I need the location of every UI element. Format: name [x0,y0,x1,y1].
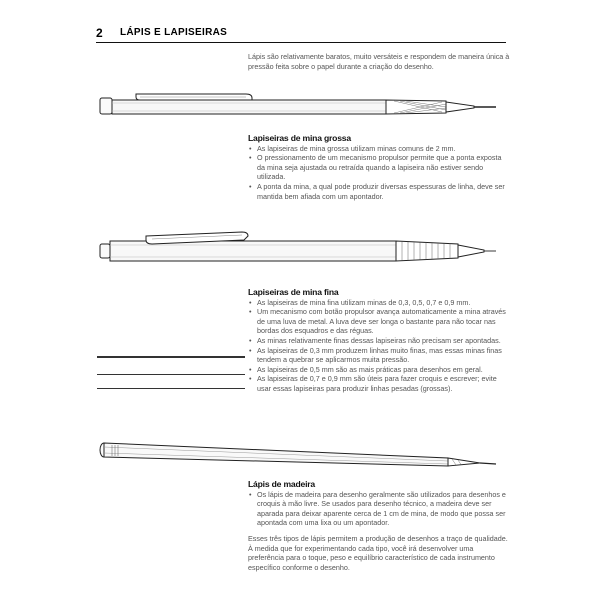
lead-holder-illustration [96,88,500,124]
page-number: 2 [96,26,103,40]
line-weight-sample [97,374,245,375]
mechanical-pencil-illustration [96,226,500,272]
list-item: • As lapiseiras de mina fina utilizam minas de 0,3, 0,5, 0,7 e 0,9 mm. [248,298,510,308]
section-wooden-pencil [248,480,510,528]
bullet-list [248,144,510,202]
page-header [96,26,506,43]
bullet-list [248,298,510,394]
list-item: • As lapiseiras de 0,3 mm produzem linhas muito finas, mas essas minas finas tendem a quebrar se aplicarmos muita pressão. [248,346,510,365]
section-mechanical-pencil [248,288,510,394]
section-title-wooden-pencil: Lápis de madeira [248,479,316,489]
intro-text: Lápis são relativamente baratos, muito versáteis e respondem de maneira única à pressão feita sobre o papel durante a criação do desenho. [248,52,510,71]
wooden-pencil-illustration [96,436,500,476]
list-item: • Um mecanismo com botão propulsor avança automaticamente a mina através de uma luva de metal. A luva deve ser longa o bastante para não tocar nas bordas dos esquadros e das réguas. [248,307,510,336]
list-item: • Os lápis de madeira para desenho geralmente são utilizados para desenhos e croquis à mão livre. Se usados para desenho técnico, a madeira deve ser aparada para deixar aparente cerca de 1 cm de mina, de modo que possa ser apontada com uma lixa ou um apontador. [248,490,510,528]
list-item: • O pressionamento de um mecanismo propulsor permite que a ponta exposta da mina seja ajustada ou retraída quando a lapiseira não estiver sendo utilizada. [248,153,510,182]
intro-paragraph [248,52,510,71]
list-item: • A ponta da mina, a qual pode produzir diversas espessuras de linha, deve ser mantida bem afiada com um apontador. [248,182,510,201]
section-lead-holder [248,134,510,201]
line-weight-sample [97,388,245,389]
section-title-mechanical-pencil: Lapiseiras de mina fina [248,287,339,297]
list-item: • As lapiseiras de 0,5 mm são as mais práticas para desenhos em geral. [248,365,510,375]
line-weight-sample [97,356,245,358]
list-item: • As lapiseiras de 0,7 e 0,9 mm são úteis para fazer croquis e escrever; evite usar essas lapiseiras para produzir linhas pesadas (grossas). [248,374,510,393]
list-item: • As minas relativamente finas dessas lapiseiras não precisam ser apontadas. [248,336,510,346]
list-item: • As lapiseiras de mina grossa utilizam minas comuns de 2 mm. [248,144,510,154]
section-title-lead-holder: Lapiseiras de mina grossa [248,133,351,143]
chapter-title: LÁPIS E LAPISEIRAS [120,27,228,38]
closing-text: Esses três tipos de lápis permitem a produção de desenhos a traço de qualidade. À medida que for experimentando cada tipo, você irá desenvolver uma preferência para o toque, peso e equilíbrio característico de cada instrumento específico conforme o desenho. [248,534,508,572]
closing-paragraph [248,534,510,572]
bullet-list [248,490,510,528]
